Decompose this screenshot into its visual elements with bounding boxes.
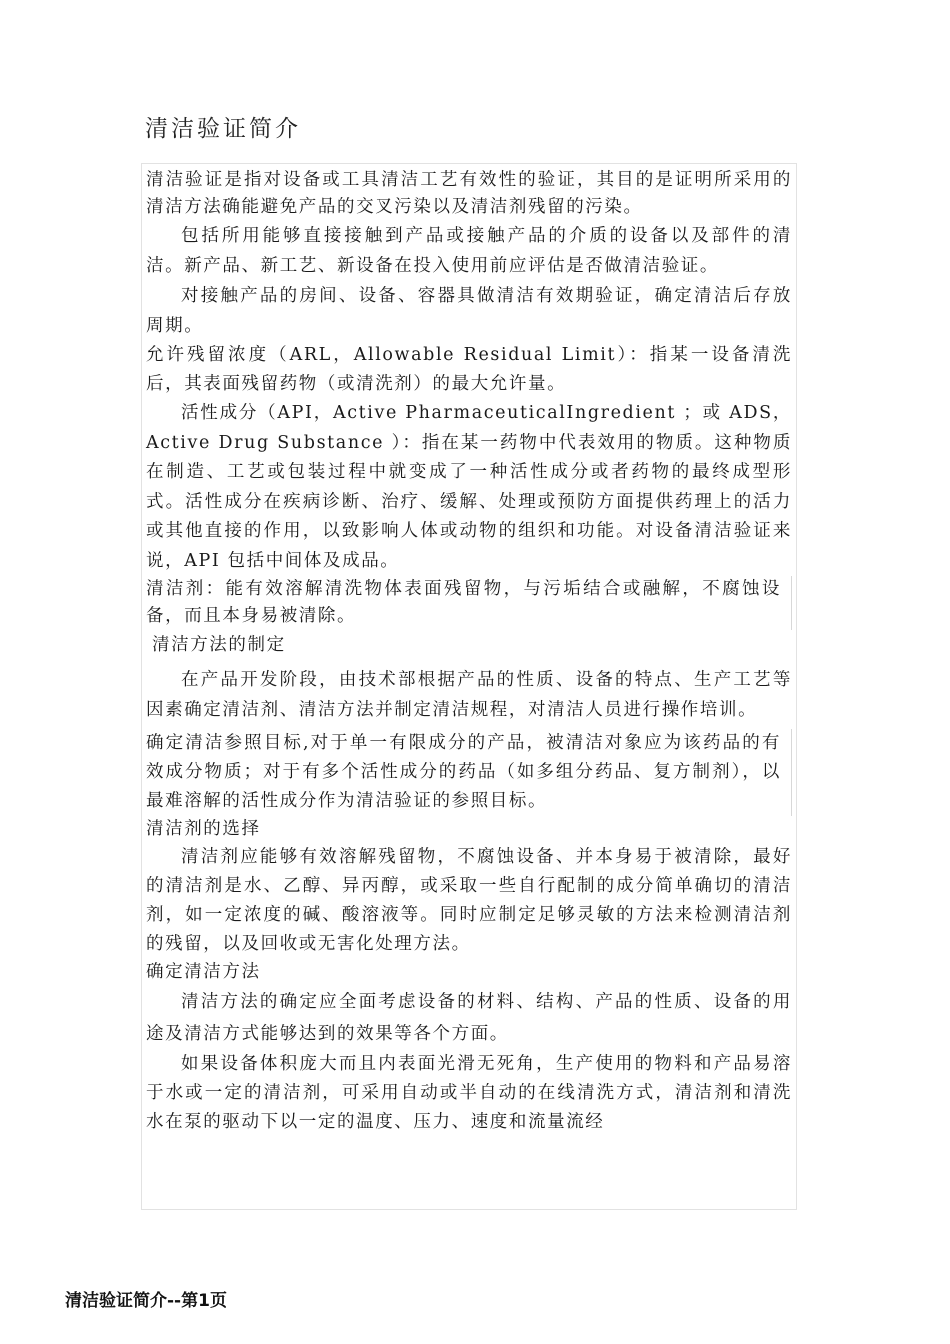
page-title: 清洁验证简介 bbox=[145, 116, 301, 142]
page-footer: 清洁验证简介--第1页 bbox=[65, 1291, 227, 1311]
paragraph-detergent: 清洁剂：能有效溶解清洗物体表面残留物，与污垢结合或融解，不腐蚀设备，而且本身易被清除。 bbox=[146, 576, 792, 630]
paragraph-development-stage: 在产品开发阶段，由技术部根据产品的性质、设备的特点、生产工艺等因素确定清洁剂、清洁方法并制定清洁规程，对清洁人员进行操作培训。 bbox=[146, 670, 792, 720]
paragraph-arl: 允许残留浓度（ARL，Allowable Residual Limit）：指某一设备清洗后，其表面残留药物（或清洗剂）的最大允许量。 bbox=[146, 345, 792, 394]
paragraph-online-cleaning: 如果设备体积庞大而且内表面光滑无死角，生产使用的物料和产品易溶于水或一定的清洁剂，可采用自动或半自动的在线清洗方式，清洁剂和清洗水在泵的驱动下以一定的温度、压力、速度和流量流经 bbox=[146, 1054, 792, 1132]
heading-cleaning-method: 确定清洁方法 bbox=[146, 962, 261, 982]
document-body bbox=[141, 163, 797, 1210]
paragraph-definition: 清洁验证是指对设备或工具清洁工艺有效性的验证，其目的是证明所采用的清洁方法确能避免产品的交叉污染以及清洁剂残留的污染。 bbox=[146, 170, 792, 217]
paragraph-api: 活性成分（API，Active PharmaceuticalIngredient ；或 ADS，Active Drug Substance ）：指在某一药物中代表效用的物质。这种物质在制造、工艺或包装过程中就变成了一种活性成分或者药物的最终成型形式。活性成分在疾病诊断、治疗、缓解、处理或预防方面提供药理上的活力或其他直接的作用，以致影响人体或动物的组织和功能。对设备清洁验证来说，API 包括中间体及成品。 bbox=[146, 403, 792, 571]
paragraph-scope: 包括所用能够直接接触到产品或接触产品的介质的设备以及部件的清洁。新产品、新工艺、新设备在投入使用前应评估是否做清洁验证。 bbox=[146, 226, 792, 276]
heading-detergent-selection: 清洁剂的选择 bbox=[146, 819, 261, 839]
paragraph-room-validation: 对接触产品的房间、设备、容器具做清洁有效期验证，确定清洁后存放周期。 bbox=[146, 286, 792, 336]
heading-method-setup: 清洁方法的制定 bbox=[152, 635, 286, 655]
paragraph-detergent-selection: 清洁剂应能够有效溶解残留物，不腐蚀设备、并本身易于被清除，最好的清洁剂是水、乙醇、异丙醇，或采取一些自行配制的成分简单确切的清洁剂，如一定浓度的碱、酸溶液等。同时应制定足够灵敏的方法来检测清洁剂的残留，以及回收或无害化处理方法。 bbox=[146, 847, 792, 954]
paragraph-method-considerations: 清洁方法的确定应全面考虑设备的材料、结构、产品的性质、设备的用途及清洁方式能够达到的效果等各个方面。 bbox=[146, 992, 792, 1044]
paragraph-reference-target: 确定清洁参照目标,对于单一有限成分的产品，被清洁对象应为该药品的有效成分物质；对于有多个活性成分的药品（如多组分药品、复方制剂），以最难溶解的活性成分作为清洁验证的参照目标。 bbox=[146, 729, 792, 816]
